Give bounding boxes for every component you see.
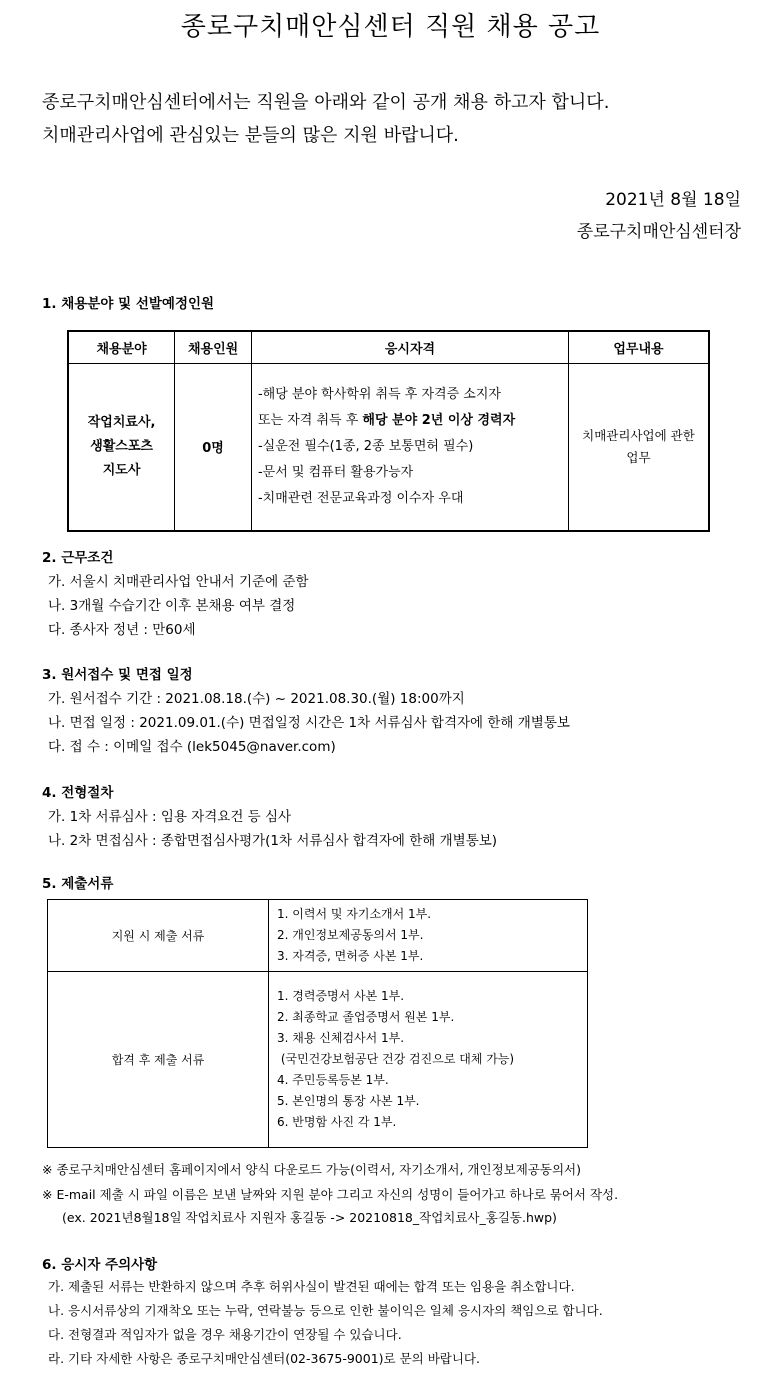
note-line: (ex. 2021년8월18일 작업치료사 지원자 홍길동 -> 20210818_작업치료사_홍길동.hwp) [62, 1210, 557, 1225]
list-item: 다. 전형결과 적임자가 없을 경우 채용기간이 연장될 수 있습니다. [48, 1327, 402, 1342]
document-item: 2. 최종학교 졸업증명서 원본 1부. [277, 1010, 455, 1024]
list-item: 나. 응시서류상의 기재착오 또는 누락, 연락불능 등으로 인한 불이익은 일체 응시자의 책임으로 합니다. [48, 1303, 603, 1318]
document-item: 5. 본인명의 통장 사본 1부. [277, 1094, 420, 1108]
section-4-heading: 4. 전형절차 [42, 785, 114, 801]
document-item: 1. 경력증명서 사본 1부. [277, 989, 405, 1003]
documents-list [269, 972, 588, 1148]
qualification-line: -치매관련 전문교육과정 이수자 우대 [257, 490, 464, 506]
qualification-line: -해당 분야 학사학위 취득 후 자격증 소지자 [257, 386, 501, 402]
document-item: 1. 이력서 및 자기소개서 1부. [277, 907, 432, 921]
document-item: 3. 채용 신체검사서 1부. [277, 1031, 405, 1045]
field-line: 작업치료사, [87, 414, 156, 430]
documents-table [47, 899, 588, 1148]
issuer-name: 종로구치매안심센터장 [576, 222, 741, 242]
header-count: 채용인원 [175, 331, 252, 364]
document-item: (국민건강보험공단 건강 검진으로 대체 가능) [277, 1052, 515, 1066]
list-item: 가. 1차 서류심사 : 임용 자격요건 등 심사 [48, 809, 292, 825]
documents-label: 지원 시 제출 서류 [48, 900, 269, 972]
document-item: 4. 주민등록등본 1부. [277, 1073, 389, 1087]
list-item: 가. 원서접수 기간 : 2021.08.18.(수) ~ 2021.08.30.(월) 18:00까지 [48, 691, 465, 707]
page-title: 종로구치매안심센터 직원 채용 공고 [180, 12, 601, 42]
header-duty: 업무내용 [568, 331, 709, 364]
duty-line: 업무 [626, 449, 651, 465]
list-item: 나. 2차 면접심사 : 종합면접심사평가(1차 서류심사 합격자에 한해 개별통보) [48, 833, 498, 849]
section-1-heading: 1. 채용분야 및 선발예정인원 [42, 296, 215, 312]
section-5-heading: 5. 제출서류 [42, 876, 114, 892]
duty-line: 치매관리사업에 관한 [582, 427, 695, 443]
list-item: 나. 3개월 수습기간 이후 본채용 여부 결정 [48, 598, 296, 614]
list-item: 가. 제출된 서류는 반환하지 않으며 추후 허위사실이 발견된 때에는 합격 또는 임용을 취소합니다. [48, 1279, 575, 1294]
field-line: 생활스포츠 [90, 438, 153, 454]
note-line: ※ 종로구치매안심센터 홈페이지에서 양식 다운로드 가능(이력서, 자기소개서, 개인정보제공동의서) [42, 1162, 581, 1177]
qualification-line: -문서 및 컴퓨터 활용가능자 [257, 464, 414, 480]
recruitment-table [67, 330, 710, 532]
list-item: 라. 기타 자세한 사항은 종로구치매안심센터(02-3675-9001)로 문의 바랍니다. [48, 1351, 480, 1366]
note-line: ※ E-mail 제출 시 파일 이름은 보낸 날짜와 지원 분야 그리고 자신의 성명이 들어가고 하나로 묶어서 작성. [42, 1187, 619, 1202]
section-3-heading: 3. 원서접수 및 면접 일정 [42, 667, 193, 683]
qualification-line [258, 408, 567, 434]
intro-line-2: 치매관리사업에 관심있는 분들의 많은 지원 바랍니다. [42, 125, 459, 146]
field-line: 지도사 [102, 462, 141, 478]
section-6-heading: 6. 응시자 주의사항 [42, 1257, 158, 1273]
documents-list [269, 900, 588, 972]
list-item: 다. 접 수 : 이메일 접수 (lek5045@naver.com) [48, 739, 336, 755]
header-qualification: 응시자격 [251, 331, 568, 364]
header-field: 채용분야 [68, 331, 175, 364]
documents-label: 합격 후 제출 서류 [48, 972, 269, 1148]
document-item: 3. 자격증, 면허증 사본 1부. [277, 949, 424, 963]
qualification-cell [251, 364, 568, 531]
qualification-text: 또는 자격 취득 후 [257, 412, 363, 428]
count-cell: 0명 [175, 364, 252, 531]
document-item: 6. 반명함 사진 각 1부. [277, 1115, 397, 1129]
field-cell [68, 364, 175, 531]
section-2-heading: 2. 근무조건 [42, 550, 114, 566]
list-item: 가. 서울시 치매관리사업 안내서 기준에 준함 [48, 574, 309, 590]
document-item: 2. 개인정보제공동의서 1부. [277, 928, 424, 942]
qualification-emphasis: 해당 분야 2년 이상 경력자 [362, 412, 516, 428]
duty-cell [568, 364, 709, 531]
announcement-date: 2021년 8월 18일 [605, 190, 741, 210]
list-item: 나. 면접 일정 : 2021.09.01.(수) 면접일정 시간은 1차 서류심사 합격자에 한해 개별통보 [48, 715, 570, 731]
list-item: 다. 종사자 정년 : 만60세 [48, 622, 196, 638]
qualification-line: -실운전 필수(1종, 2종 보통면허 필수) [257, 438, 474, 454]
intro-line-1: 종로구치매안심센터에서는 직원을 아래와 같이 공개 채용 하고자 합니다. [42, 92, 610, 113]
